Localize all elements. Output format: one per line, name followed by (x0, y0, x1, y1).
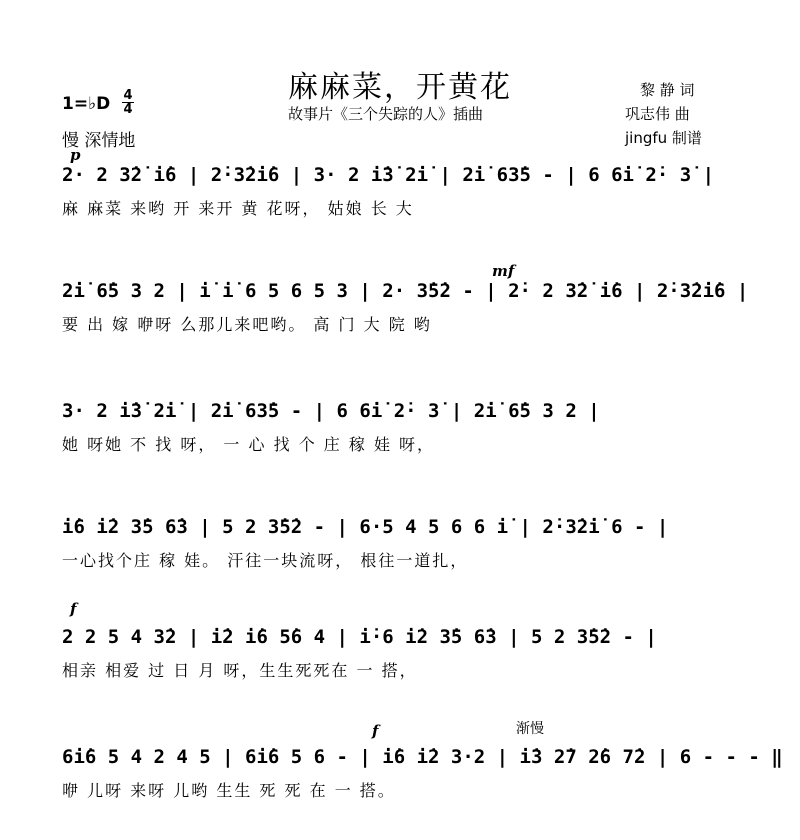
lyric-row: 她 呀她 不 找 呀， 一 心 找 个 庄 稼 娃 呀， (62, 435, 436, 454)
arranger-credit: jingfu 制谱 (625, 129, 702, 147)
notation-row: 3· 2 i̇3̇ 2̇i̇ | 2̇i̇ 63̇5 - | 6 6̇i̇ 2̇· 3̇ | 2̇i̇ 6̇5 3 2 | (62, 400, 600, 422)
tempo-marking: 慢 深情地 (62, 131, 136, 151)
notation-row: i̇6 i̇2 3̇5 6̇3 | 5 2 3̇5̇2 - | 6·5 4 5 6 6 i̇ | 2̇·3̇2̇i̇ 6 - | (62, 516, 669, 538)
lyric-row: 一心找个庄 稼 娃。 汗往一块流呀， 根往一道扎， (62, 551, 469, 570)
composer-credit: 巩志伟 曲 (625, 105, 690, 123)
lyric-row: 麻 麻菜 来哟 开 来开 黄 花呀， 姑娘 长 大 (62, 199, 414, 218)
notation-row: 6i̇6 5 4 2 4 5 | 6i̇6 5 6 - | i̇6 i̇2 3·2 | i̇3 2̇7 2̇6 7̇2 | 6 - - - ‖ (62, 746, 783, 768)
dynamic-mark: mf (492, 262, 515, 280)
time-signature-top: 4 (123, 88, 133, 103)
dynamic-mark: p (70, 146, 81, 164)
notation-row: 2· 2 3̇2̇ i̇6 | 2̇·3̇2̇i̇6 | 3· 2 i̇3̇ 2̇i̇ | 2̇i̇ 63̇5 - | 6 6̇i̇ 2̇· 3̇ | (62, 164, 715, 186)
lyric-row: 咿 儿呀 来呀 儿哟 生生 死 死 在 一 搭。 (62, 781, 396, 800)
notation-row: 2 2 5 4 3̇2 | i̇2 i̇6 5̇6 4 | i̇·6 i̇2 3̇5 6̇3 | 5 2 3̇5̇2 - | (62, 626, 657, 648)
time-signature (122, 89, 134, 116)
dynamic-mark: f (70, 600, 77, 618)
lyric-row: 相亲 相爱 过 日 月 呀，生生死死在 一 搭， (62, 661, 418, 680)
lyricist-credit: 黎 静 词 (640, 81, 695, 99)
subtitle: 故事片《三个失踪的人》插曲 (288, 105, 484, 123)
song-title: 麻麻菜，开黄花 (288, 70, 512, 105)
tempo-change-mark: 渐慢 (516, 721, 544, 737)
time-signature-bottom: 4 (123, 102, 133, 117)
key-signature: 1=♭D (62, 94, 111, 114)
notation-row: 2̇i̇ 6̇5 3 2 | i̇ i̇ 6 5 6 5 3 | 2· 3̇5̇2 - | 2̇· 2 3̇2̇ i̇6 | 2̇·3̇2̇i̇6 | (62, 280, 749, 302)
dynamic-mark: f (372, 722, 379, 740)
lyric-row: 要 出 嫁 咿呀 么那儿来吧哟。 高 门 大 院 哟 (62, 315, 432, 334)
